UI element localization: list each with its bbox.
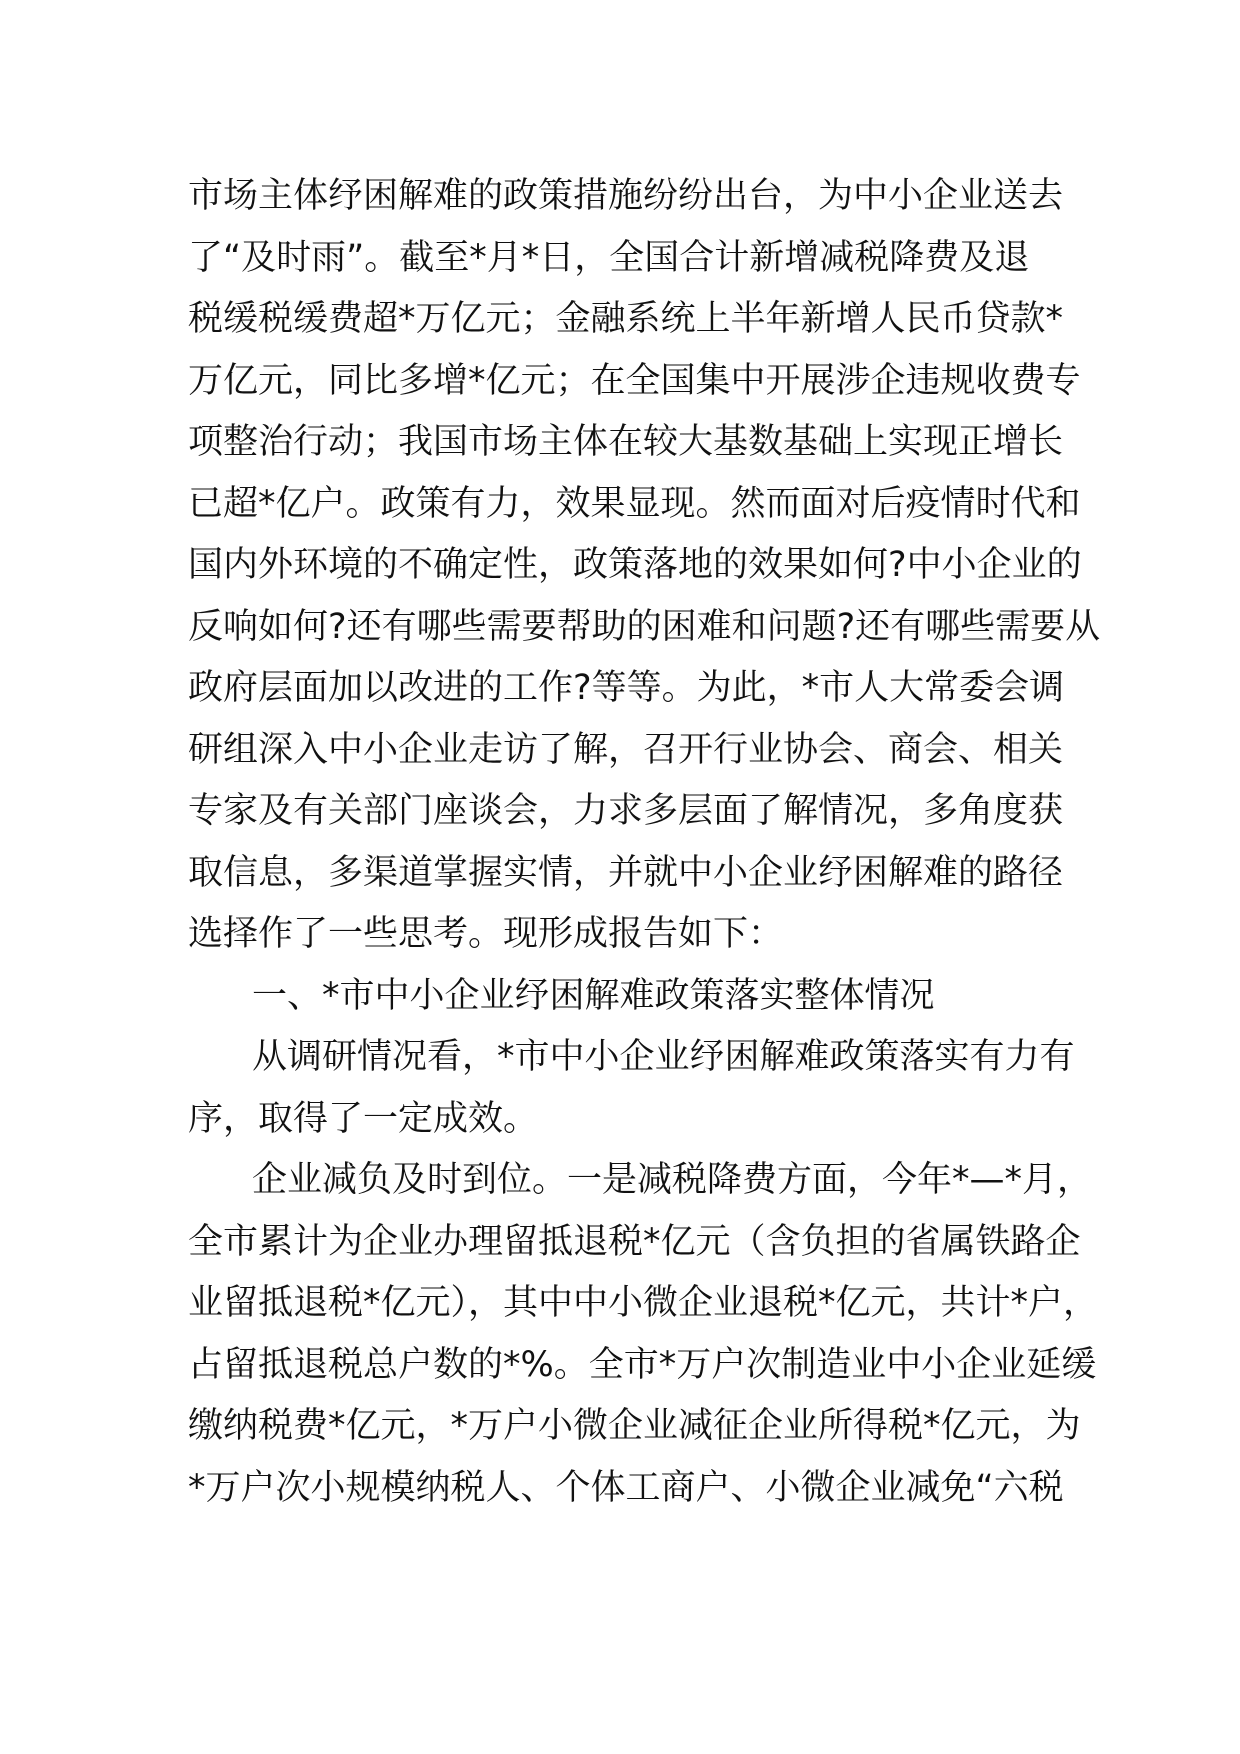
text-line: 已超*亿户。政策有力，效果显现。然而面对后疫情时代和 [188, 483, 1081, 524]
text-line: 市场主体纾困解难的政策措施纷纷出台，为中小企业送去 [188, 176, 1064, 216]
text-line: 业留抵退税*亿元），其中中小微企业退税*亿元，共计*户， [188, 1283, 1099, 1323]
text-line: 项整治行动；我国市场主体在较大基数基础上实现正增长 [188, 422, 1064, 462]
text-line: 万亿元，同比多增*亿元；在全国集中开展涉企违规收费专 [188, 360, 1081, 401]
text-line: 选择作了一些思考。现形成报告如下： [188, 914, 784, 954]
text-line: 缴纳税费*亿元，*万户小微企业减征企业所得税*亿元，为 [188, 1406, 1081, 1446]
text-line: 企业减负及时到位。一是减税降费方面，今年*—*月， [252, 1160, 1093, 1200]
text-line: 政府层面加以改进的工作?等等。为此，*市人大常委会调 [188, 668, 1065, 708]
text-line: 全市累计为企业办理留抵退税*亿元（含负担的省属铁路企 [188, 1221, 1081, 1262]
text-line: 反响如何?还有哪些需要帮助的困难和问题?还有哪些需要从 [188, 606, 1101, 647]
text-line: 占留抵退税总户数的*%。全市*万户次制造业中小企业延缓 [188, 1344, 1097, 1385]
text-line: 税缓税缓费超*万亿元；金融系统上半年新增人民币贷款* [188, 299, 1064, 339]
text-line: 从调研情况看，*市中小企业纾困解难政策落实有力有 [252, 1037, 1075, 1077]
text-line: *万户次小规模纳税人、个体工商户、小微企业减免“六税 [188, 1467, 1064, 1508]
text-line: 研组深入中小企业走访了解，召开行业协会、商会、相关 [188, 729, 1064, 770]
text-line: 专家及有关部门座谈会，力求多层面了解情况，多角度获 [188, 791, 1064, 831]
text-line: 序，取得了一定成效。 [188, 1098, 539, 1139]
text-line: 国内外环境的不确定性，政策落地的效果如何?中小企业的 [188, 545, 1082, 585]
document-body [188, 166, 1101, 1519]
section-heading: 一、*市中小企业纾困解难政策落实整体情况 [252, 975, 935, 1016]
text-line: 取信息，多渠道掌握实情，并就中小企业纾困解难的路径 [188, 852, 1064, 893]
text-line: 了“及时雨”。截至*月*日，全国合计新增减税降费及退 [188, 237, 1030, 278]
